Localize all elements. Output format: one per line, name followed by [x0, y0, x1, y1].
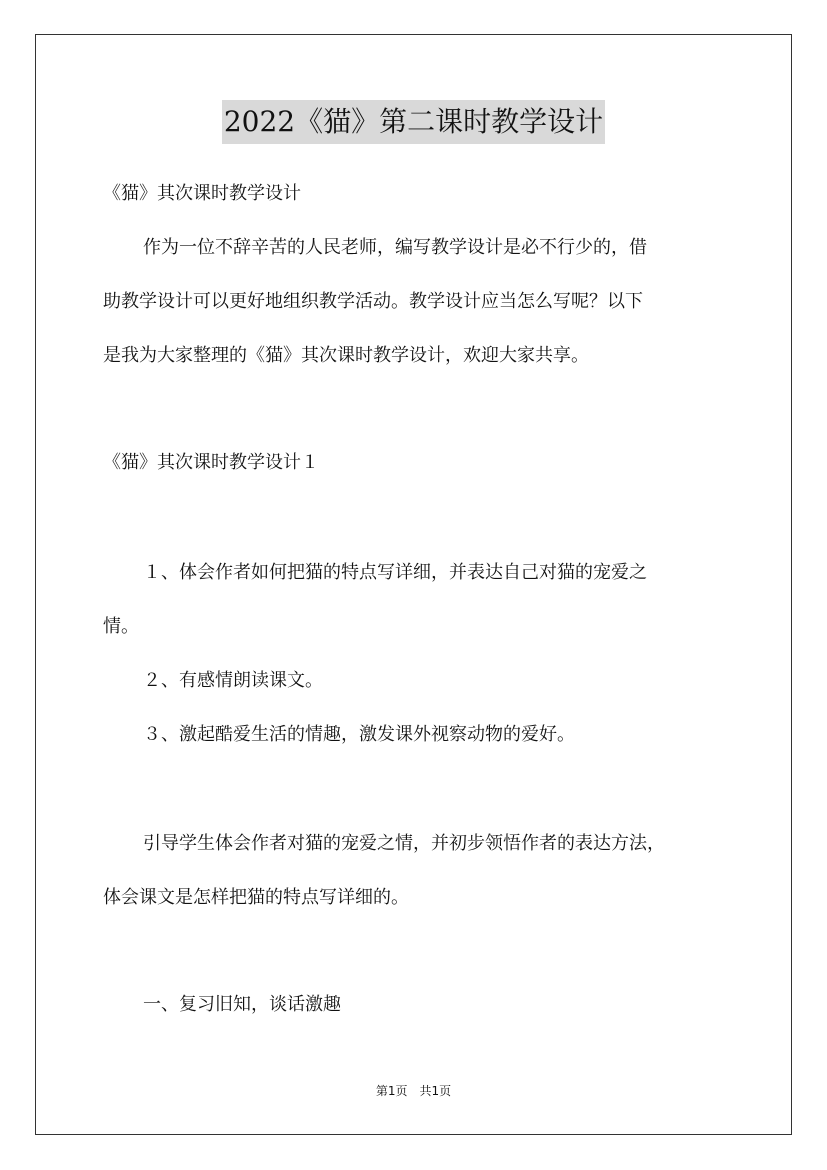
title-container — [0, 100, 827, 144]
section-heading: 《猫》其次课时教学设计１ — [103, 452, 319, 473]
step-one-heading: 一、复习旧知，谈话激趣 — [143, 994, 341, 1015]
page-footer — [0, 1082, 827, 1099]
intro-line-3: 是我为大家整理的《猫》其次课时教学设计，欢迎大家共享。 — [103, 345, 589, 366]
focus-line-1: 引导学生体会作者对猫的宠爱之情，并初步领悟作者的表达方法， — [143, 833, 665, 854]
document-title: 2022《猫》第二课时教学设计 — [222, 100, 605, 144]
objective-1: １、体会作者如何把猫的特点写详细，并表达自己对猫的宠爱之 — [143, 562, 647, 583]
objective-1-cont: 情。 — [103, 616, 139, 637]
intro-line-2: 助教学设计可以更好地组织教学活动。教学设计应当怎么写呢？以下 — [103, 291, 643, 312]
intro-line-1: 作为一位不辞辛苦的人民老师，编写教学设计是必不行少的，借 — [143, 237, 647, 258]
focus-line-2: 体会课文是怎样把猫的特点写详细的。 — [103, 887, 409, 908]
objective-2: ２、有感情朗读课文。 — [143, 670, 323, 691]
subtitle: 《猫》其次课时教学设计 — [103, 183, 301, 204]
page-number: 第1页 共1页 — [375, 1084, 452, 1098]
objective-3: ３、激起酷爱生活的情趣，激发课外视察动物的爱好。 — [143, 724, 575, 745]
